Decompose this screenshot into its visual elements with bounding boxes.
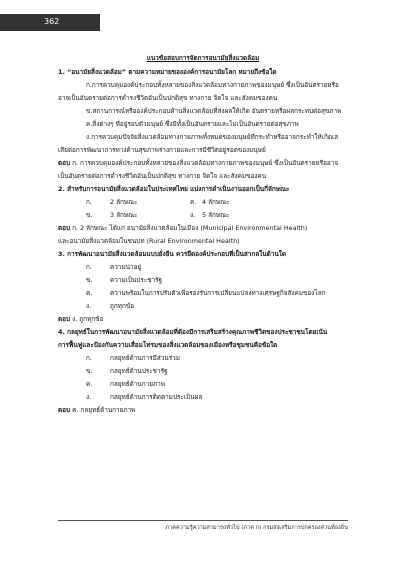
q4-option-c [58,378,348,391]
answer-label: ตอบ [58,406,71,414]
question-2: 2. สำหรับการอนามัยสิ่งแวดล้อมในประเทศไทย แบ่งการดำเนินงานออกเป็นกี่ลักษณะ [58,185,290,193]
q2-answer-cont: และอนามัยสิ่งแวดล้อมในชนบท (Rural Environmental Health) [58,237,240,245]
q1-option-d: ง.การควบคุมปัจจัยสิ่งแวดล้อมทางกายภาพทั้งหมดของมนุษย์ที่กระทำหรืออาจกระทำให้เกิดเส [86,133,339,141]
q1-answer-cont: เป็นอันตรายต่อการดำรงชีวิตอันเป็นปกติสุข ทางกาย จิตใจ และสังคมของคน [58,172,267,180]
q2-answer-text: ก. 2 ลักษณะ ได้แก่ อนามัยสิ่งแวดล้อมในเมือง (Municipal Environmental Health) [72,224,308,232]
q4-option-a-letter: ก. [86,354,92,362]
question-3: 3. การพัฒนาอนามัยสิ่งแวดล้อมแบบยั่งยืน ควรยึดองค์ประกอบที่เป็นสากลในด้านใด [58,250,287,258]
q4-option-d [58,391,348,404]
q4-option-d-letter: ง. [86,393,92,401]
q1-option-d-cont: เสียต่อการพัฒนาการทางด้านสุขภาพร่างกายและการมีชีวิตอยู่รอดของมนุษย์ [58,146,266,154]
question-4-cont: การฟื้นฟูและป้องกันความเสื่อมโทรมของสิ่งแวดล้อมของเมืองหรือชุมชนคือข้อใด [58,341,278,349]
footer-divider [58,520,348,521]
q3-option-c [58,287,348,300]
q3-option-c-letter: ค. [86,289,93,297]
q3-option-d [58,300,348,313]
q3-option-a-letter: ก. [86,263,92,271]
q3-option-d-letter: ง. [86,302,92,310]
q1-option-a-cont: อาจเป็นอันตรายต่อการดำรงชีวิตอันเป็นปกติสุข ทางกาย จิตใจ และสังคมของคน [58,94,278,102]
q4-option-b-letter: ข. [86,367,93,375]
q3-option-b-text: ความเป็นประชารัฐ [110,276,163,284]
q2-option-c-text: 4 ลักษณะ [202,198,230,206]
q2-option-b-text: 3 ลักษณะ [110,211,138,219]
q2-answer [58,222,348,235]
q2-option-a-letter: ก. [86,198,92,206]
q3-option-a-text: ความน่าอยู่ [110,263,142,271]
q4-option-b [58,365,348,378]
page-footer: ภาคความรู้ความสามารถทั่วไป (ภาค ก) กรมส่งเสริมการปกครองส่วนท้องถิ่น [165,525,348,531]
q1-option-b: ข.สถานการณ์หรือองค์ประกอบด้านสิ่งแวดล้อมที่ส่งผลให้เกิด อันตรายหรือผลกระทบต่อสุขภาพ [86,107,342,115]
q1-answer [58,157,348,170]
answer-label: ตอบ [58,159,71,167]
q4-option-c-text: กลยุทธ์ด้านกายภาพ [110,380,165,388]
q4-option-b-text: กลยุทธ์ด้านประชารัฐ [110,367,168,375]
q4-option-c-letter: ค. [86,380,93,388]
question-1: 1. “อนามัยสิ่งแวดล้อม” ตามความหมายขององค์การอนามัยโลก หมายถึงข้อใด [58,68,277,76]
q3-option-b [58,274,348,287]
q1-option-a: ก.การควบคุมองค์ประกอบทั้งหลายของสิ่งแวดล้อมทางกายภาพของมนุษย์ ซึ่งเป็นอันตรายหรือ [86,81,339,89]
q3-answer [58,313,348,326]
q4-answer [58,404,348,417]
question-4: 4. กลยุทธ์ในการพัฒนาอนามัยสิ่งแวดล้อมที่ต้องมีการเสริมสร้างคุณภาพชีวิตของประชาชนโดยเน้น [58,328,328,336]
q2-option-d-text: 5 ลักษณะ [202,211,230,219]
q4-option-a-text: กลยุทธ์ด้านการมีส่วนร่วม [110,354,180,362]
document-body [58,52,348,417]
page-number: 362 [0,14,100,31]
q4-option-a [58,352,348,365]
q3-option-a [58,261,348,274]
q2-option-c-letter: ค. [190,198,197,206]
answer-label: ตอบ [58,315,71,323]
q2-option-a-text: 2 ลักษณะ [110,198,138,206]
q1-answer-text: ก. การควบคุมองค์ประกอบทั้งหลายของสิ่งแวดล้อมทางกายภาพของมนุษย์ ซึ่งเป็นอันตรายหรืออาจ [72,159,339,167]
q1-option-c: ค.สิ่งต่างๆ ที่อยู่รอบตัวมนุษย์ ซึ่งมีทั้งเป็นอันตรายและไม่เป็นอันตรายต่อสุขภาพ [86,120,299,128]
q3-option-c-text: ความพร้อมในการปรับตัวเพื่อรองรับการเปลี่ยนแปลงทางเศรษฐกิจสังคมของโลก [110,289,326,297]
q2-option-b-letter: ข. [86,211,93,219]
q2-options-row-1 [58,196,348,209]
page-title: แนวข้อสอบการจัดการอนามัยสิ่งแวดล้อม [146,54,260,62]
q2-options-row-2 [58,209,348,222]
q4-option-d-text: กลยุทธ์ด้านการติดตามประเมินผล [110,393,203,401]
answer-label: ตอบ [58,224,71,232]
q3-option-b-letter: ข. [86,276,93,284]
q4-answer-text: ค. กลยุทธ์ด้านกายภาพ [72,406,136,414]
q2-option-d-letter: ง. [190,211,196,219]
q3-answer-text: ง. ถูกทุกข้อ [72,315,104,323]
q3-option-d-text: ถูกทุกข้อ [110,302,135,310]
